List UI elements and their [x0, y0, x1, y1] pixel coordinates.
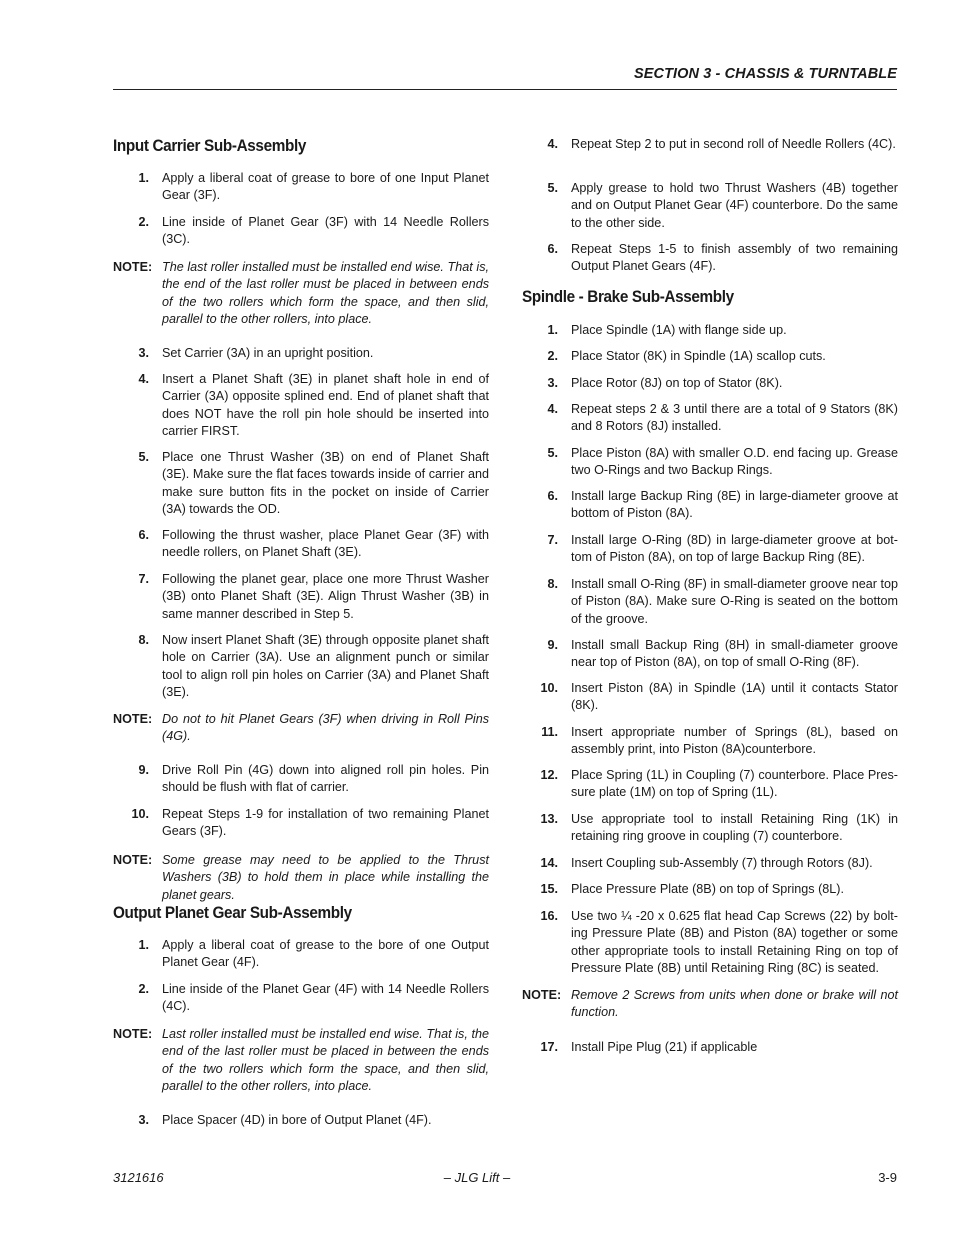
list-item: 11. Insert appropriate number of Springs (8L), based on assembly print, into Piston (8A)counterbore. — [541, 725, 898, 757]
heading-input-carrier: Input Carrier Sub-Assembly — [113, 136, 306, 155]
list-item: 1. Apply a liberal coat of grease to the bore of one Output Planet Gear (4F). — [138, 938, 489, 970]
list-item: 3. Place Spacer (4D) in bore of Output Planet (4F). — [138, 1113, 432, 1127]
note: NOTE: Remove 2 Screws from units when done or brake will not function. — [522, 988, 898, 1020]
note: NOTE: The last roller installed must be installed end wise. That is, the end of the last roller must be placed in between ends of the two rollers which form the space, and then slid, parallel to the other rollers, into place. — [113, 260, 489, 326]
list-item: 8. Install small O-Ring (8F) in small-diameter groove near top of Piston (8A). Make sure O-Ring is seated on the bottom of the groove. — [547, 577, 898, 626]
list-item: 5. Place Piston (8A) with smaller O.D. end facing up. Grease two O-Rings and two Backup Rings. — [547, 446, 898, 478]
list-item: 1. Apply a liberal coat of grease to bore of one Input Planet Gear (3F). — [138, 171, 489, 203]
footer-brand: – JLG Lift – — [443, 1170, 511, 1185]
list-item: 13. Use appropriate tool to install Retaining Ring (1K) in retaining ring groove in coupling (7) counterbore. — [540, 812, 898, 844]
header-rule — [113, 89, 897, 90]
list-item: 5. Place one Thrust Washer (3B) on end of Planet Shaft (3E). Make sure the flat faces towards inside of carrier and make sure button fits in the pocket on inside of Carrier (3A) towards the OD. — [138, 450, 489, 516]
list-item: 2. Line inside of Planet Gear (3F) with 14 Needle Rollers (3C). — [138, 215, 489, 247]
heading-spindle-brake: Spindle - Brake Sub-Assembly — [522, 287, 734, 306]
list-item: 9. Install small Backup Ring (8H) in small-diameter groove near top of Piston (8A), on top of small O-Ring (8F). — [547, 638, 898, 670]
list-item: 10. Insert Piston (8A) in Spindle (1A) until it contacts Stator (8K). — [540, 681, 898, 713]
list-item: 14. Insert Coupling sub-Assembly (7) through Rotors (8J). — [540, 856, 873, 870]
page-number: 3-9 — [878, 1170, 897, 1185]
list-item: 1. Place Spindle (1A) with flange side up. — [547, 323, 787, 337]
list-item: 9. Drive Roll Pin (4G) down into aligned roll pin holes. Pin should be flush with flat of carrier. — [138, 763, 489, 795]
list-item: 6. Repeat Steps 1-5 to finish assembly of two remaining Output Planet Gears (4F). — [547, 242, 898, 274]
list-item: 5. Apply grease to hold two Thrust Washers (4B) together and on Output Planet Gear (4F) counterbore. Do the same to the other side. — [547, 181, 898, 230]
list-item: 4. Insert a Planet Shaft (3E) in planet shaft hole in end of Carrier (3A) opposite splined end. End of planet shaft that does NOT have the roll pin hole should be inserted into carrier FIRST. — [138, 372, 489, 438]
note: NOTE: Last roller installed must be installed end wise. That is, the end of the last roller must be placed in between the ends of the two rollers which form the space, and then slid, parallel to the other rollers, into place. — [113, 1027, 489, 1093]
heading-output-planet: Output Planet Gear Sub-Assembly — [113, 903, 352, 922]
list-item: 6. Following the thrust washer, place Planet Gear (3F) with needle rollers, on Planet Shaft (3E). — [138, 528, 489, 560]
list-item: 8. Now insert Planet Shaft (3E) through opposite planet shaft hole on Carrier (3A). Use an alignment punch or similar tool to align roll pin holes on Carrier (3A) and Planet Shaft (3E). — [138, 633, 489, 699]
list-item: 12. Place Spring (1L) in Coupling (7) counterbore. Place Pres-sure plate (1M) on top of Spring (1L). — [540, 768, 898, 800]
section-title: SECTION 3 - CHASSIS & TURNTABLE — [633, 66, 897, 82]
list-item: 17. Install Pipe Plug (21) if applicable — [540, 1040, 758, 1054]
note: NOTE: Do not to hit Planet Gears (3F) when driving in Roll Pins (4G). — [113, 712, 489, 744]
list-item: 4. Repeat steps 2 & 3 until there are a total of 9 Stators (8K) and 8 Rotors (8J) installed. — [547, 402, 898, 434]
list-item: 7. Following the planet gear, place one more Thrust Washer (3B) onto Planet Shaft (3E). Align Thrust Washer (3B) in same manner described in Step 5. — [138, 572, 489, 621]
list-item: 7. Install large O-Ring (8D) in large-diameter groove at bot-tom of Piston (8A), on top of large Backup Ring (8E). — [547, 533, 898, 565]
list-item: 16. Use two ¼ -20 x 0.625 flat head Cap Screws (22) by bolt-ing Pressure Plate (8B) and Piston (8A) together or some other appropriate tools to install Retaining Ring on top of Pressure Plate (8B) until Retaining Ring (8C) is seated. — [540, 909, 898, 975]
list-item: 3. Place Rotor (8J) on top of Stator (8K). — [547, 376, 783, 390]
list-item: 4. Repeat Step 2 to put in second roll of Needle Rollers (4C). — [547, 137, 896, 151]
list-item: 15. Place Pressure Plate (8B) on top of Springs (8L). — [540, 882, 844, 896]
list-item: 3. Set Carrier (3A) in an upright position. — [138, 346, 374, 360]
list-item: 2. Place Stator (8K) in Spindle (1A) scallop cuts. — [547, 349, 826, 363]
note: NOTE: Some grease may need to be applied to the Thrust Washers (3B) to hold them in place while installing the planet gears. — [113, 853, 489, 902]
doc-number: 3121616 — [113, 1170, 164, 1185]
list-item: 10. Repeat Steps 1-9 for installation of two remaining Planet Gears (3F). — [131, 807, 489, 839]
list-item: 2. Line inside of the Planet Gear (4F) with 14 Needle Rollers (4C). — [138, 982, 489, 1014]
list-item: 6. Install large Backup Ring (8E) in large-diameter groove at bottom of Piston (8A). — [547, 489, 898, 521]
